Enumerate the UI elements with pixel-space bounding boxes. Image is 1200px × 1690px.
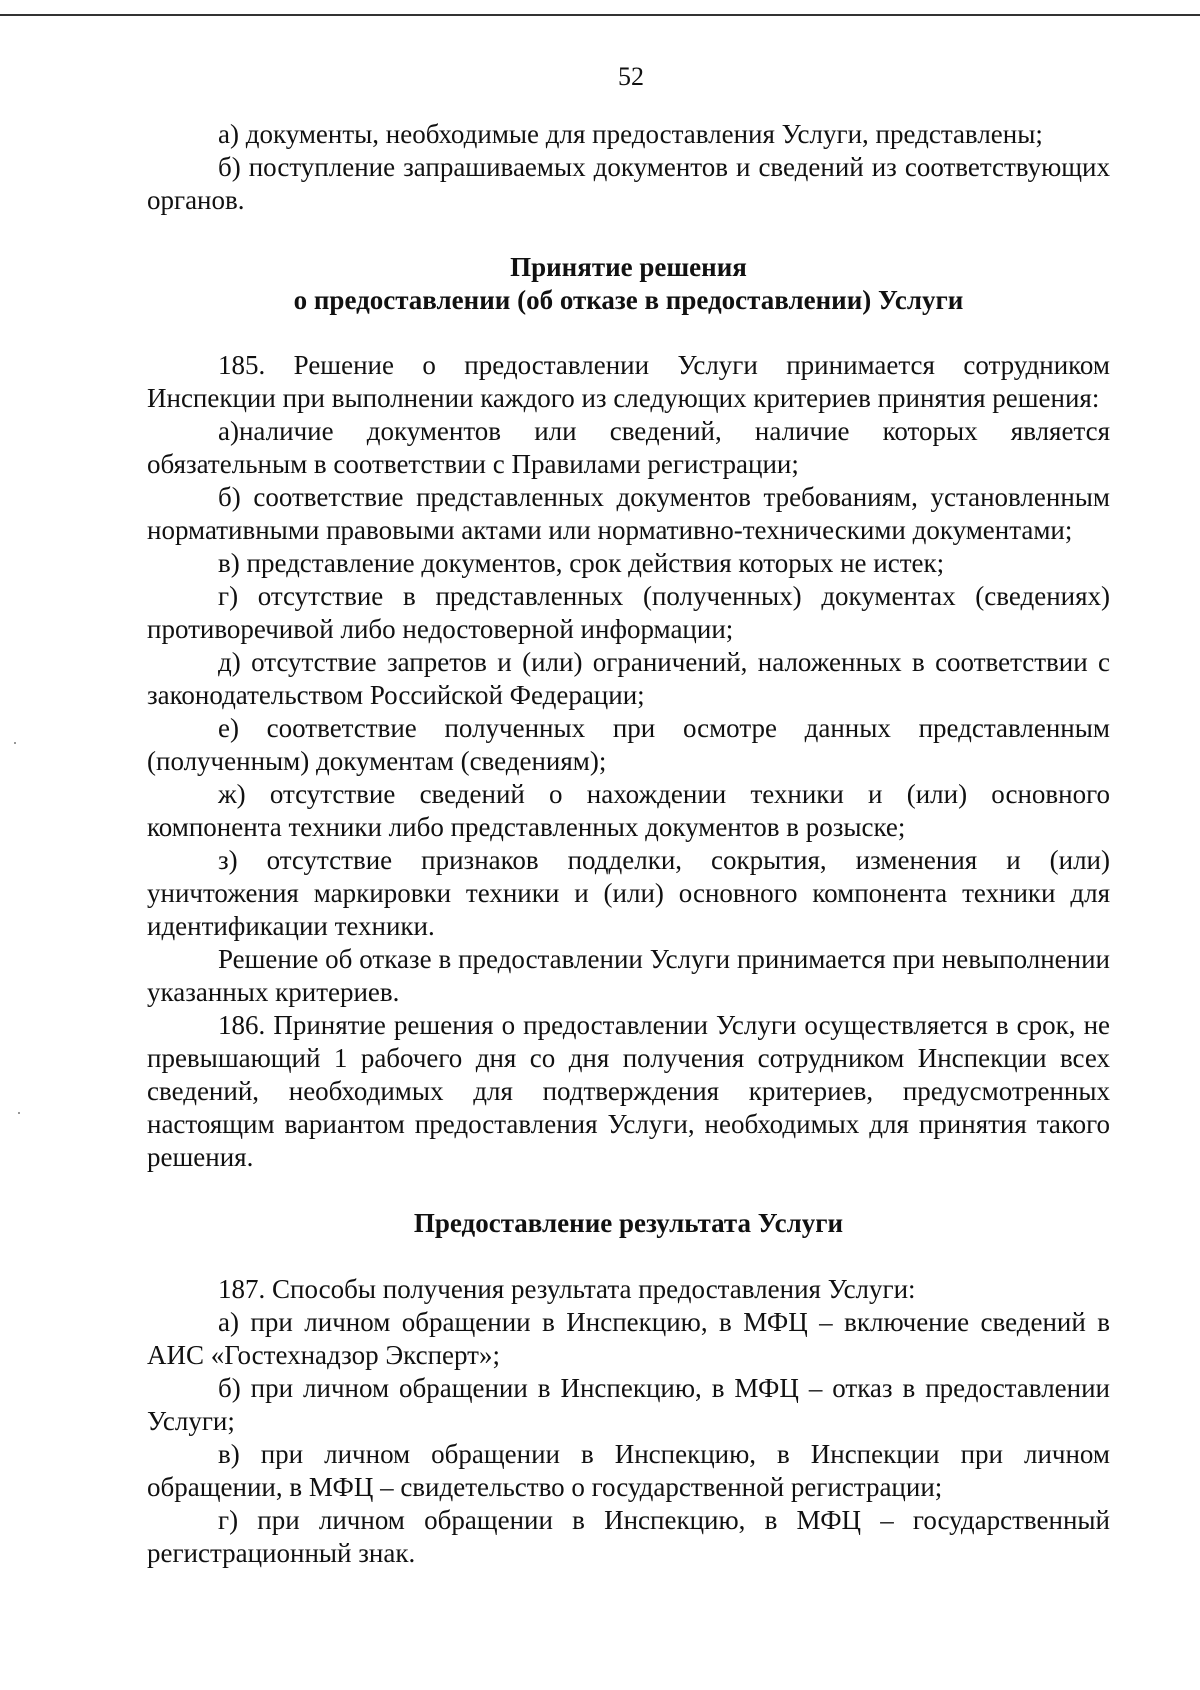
scan-speck bbox=[14, 742, 16, 744]
paragraph: б) поступление запрашиваемых документов и сведений из соответствующих органов. bbox=[147, 152, 1110, 215]
paragraph: ж) отсутствие сведений о нахождении техники и (или) основного компонента техники либо представленных документов в розыске; bbox=[147, 779, 1110, 842]
paragraph: а) при личном обращении в Инспекцию, в МФЦ – включение сведений в АИС «Гостехнадзор Эксперт»; bbox=[147, 1307, 1110, 1370]
page-number: 52 bbox=[618, 62, 644, 91]
scan-speck bbox=[18, 1112, 20, 1114]
paragraph: в) при личном обращении в Инспекцию, в Инспекции при личном обращении, в МФЦ – свидетельство о государственной регистрации; bbox=[147, 1439, 1110, 1502]
paragraph: б) соответствие представленных документов требованиям, установленным нормативными правовыми актами или нормативно-техническими документами; bbox=[147, 482, 1110, 545]
paragraph: б) при личном обращении в Инспекцию, в МФЦ – отказ в предоставлении Услуги; bbox=[147, 1373, 1110, 1436]
paragraph: 185. Решение о предоставлении Услуги принимается сотрудником Инспекции при выполнении каждого из следующих критериев принятия решения: bbox=[147, 350, 1110, 413]
paragraph: е) соответствие полученных при осмотре данных представленным (полученным) документам (сведениям); bbox=[147, 713, 1110, 776]
document-body bbox=[147, 118, 1110, 1570]
top-rule bbox=[0, 14, 1200, 16]
section-heading-line: Принятие решения bbox=[510, 252, 747, 282]
paragraph: 187. Способы получения результата предоставления Услуги: bbox=[218, 1274, 916, 1304]
paragraph: а)наличие документов или сведений, наличие которых является обязательным в соответствии с Правилами регистрации; bbox=[147, 416, 1110, 479]
paragraph: 186. Принятие решения о предоставлении Услуги осуществляется в срок, не превышающий 1 рабочего дня со дня получения сотрудником Инспекции всех сведений, необходимых для подтверждения критериев, предусмотренных настоящим вариантом предоставления Услуги, необходимых для принятия такого решения. bbox=[147, 1010, 1110, 1172]
section-heading-line: о предоставлении (об отказе в предоставлении) Услуги bbox=[293, 285, 964, 315]
section-heading: Предоставление результата Услуги bbox=[413, 1208, 844, 1238]
paragraph: г) отсутствие в представленных (полученных) документах (сведениях) противоречивой либо недостоверной информации; bbox=[147, 581, 1110, 644]
paragraph: Решение об отказе в предоставлении Услуги принимается при невыполнении указанных критериев. bbox=[147, 944, 1110, 1007]
paragraph: г) при личном обращении в Инспекцию, в МФЦ – государственный регистрационный знак. bbox=[147, 1505, 1110, 1568]
paragraph: в) представление документов, срок действия которых не истек; bbox=[218, 548, 945, 578]
paragraph: д) отсутствие запретов и (или) ограничений, наложенных в соответствии с законодательством Российской Федерации; bbox=[147, 647, 1110, 710]
paragraph: а) документы, необходимые для предоставления Услуги, представлены; bbox=[218, 119, 1043, 149]
paragraph: з) отсутствие признаков подделки, сокрытия, изменения и (или) уничтожения маркировки техники и (или) основного компонента техники для идентификации техники. bbox=[147, 845, 1110, 941]
